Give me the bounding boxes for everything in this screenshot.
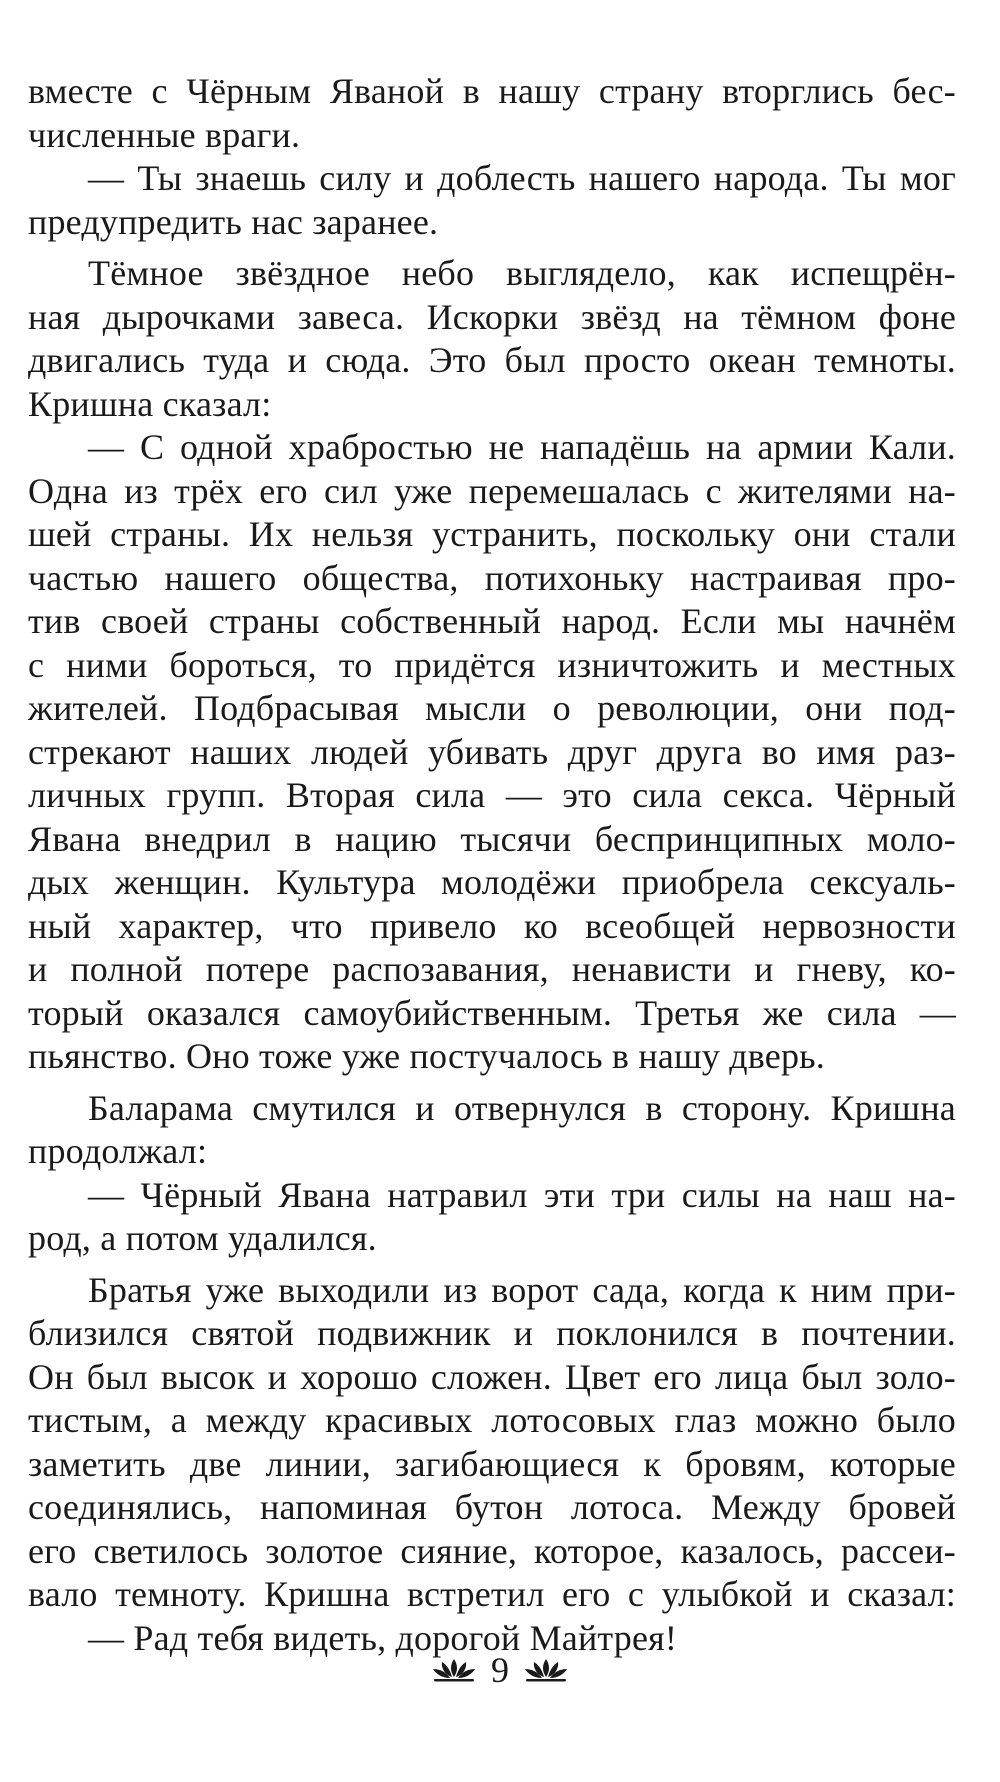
text-line: Явана внедрил в нацию тысячи беспринципных моло- bbox=[28, 818, 956, 859]
text-line: и полной потере распозавания, ненависти и гневу, ко- bbox=[28, 949, 956, 989]
text-line: заметить две линии, загибающиеся к бровям, которые bbox=[28, 1443, 956, 1484]
text-line: дых женщин. Культура молодёжи приобрела сексуаль- bbox=[28, 862, 956, 902]
text-line: стрекают наших людей убивать друг друга во имя раз- bbox=[28, 731, 956, 772]
text-line: тистым, а между красивых лотосовых глаз можно было bbox=[28, 1400, 956, 1440]
text-line: ный характер, что привело ко всеобщей нервозности bbox=[28, 905, 956, 946]
text-line: вместе с Чёрным Яваной в нашу страну вторглись бес- bbox=[28, 71, 956, 111]
text-line: продолжал: bbox=[28, 1131, 208, 1171]
text-line: — Чёрный Явана натравил эти три силы на наш на- bbox=[88, 1174, 956, 1215]
page-footer bbox=[0, 1645, 1000, 1695]
lotus-ornament-icon bbox=[431, 1655, 477, 1685]
text-line: торый оказался самоубийственным. Третья же сила — bbox=[28, 992, 956, 1033]
text-line: шей страны. Их нельзя устранить, поскольку они стали bbox=[28, 514, 956, 554]
text-line: жителей. Подбрасывая мысли о революции, они под- bbox=[28, 688, 956, 728]
text-line: ная дырочками завеса. Искорки звёзд на тёмном фоне bbox=[28, 296, 956, 337]
lotus-ornament-icon bbox=[523, 1655, 569, 1685]
text-line: предупредить нас заранее. bbox=[28, 201, 439, 242]
text-line: частью нашего общества, потихоньку настраивая про- bbox=[28, 557, 956, 598]
text-line: личных групп. Вторая сила — это сила секса. Чёрный bbox=[28, 775, 956, 815]
page-text bbox=[28, 70, 956, 1660]
text-line: пьянство. Оно тоже уже постучалось в нашу дверь. bbox=[28, 1036, 825, 1076]
text-line: Кришна сказал: bbox=[28, 383, 272, 424]
text-line: тив своей страны собственный народ. Если мы начнём bbox=[28, 601, 956, 641]
text-line: Он был высок и хорошо сложен. Цвет его лица был золо- bbox=[28, 1356, 956, 1397]
text-line: численные враги. bbox=[28, 114, 301, 155]
text-line: соединялись, напоминая бутон лотоса. Между бровей bbox=[28, 1487, 956, 1527]
text-line: его светилось золотое сияние, которое, казалось, рассеи- bbox=[28, 1530, 956, 1571]
text-line: с ними бороться, то придётся изничтожить и местных bbox=[28, 644, 956, 685]
text-line: — Рад тебя видеть, дорогой Майтрея! bbox=[88, 1617, 678, 1658]
text-line: род, а потом удалился. bbox=[28, 1218, 377, 1258]
text-line: — Ты знаешь силу и доблесть нашего народа. Ты мог bbox=[88, 158, 956, 198]
text-line: Баларама смутился и отвернулся в сторону. Кришна bbox=[88, 1087, 956, 1128]
text-line: Одна из трёх его сил уже перемешалась с жителями на- bbox=[28, 470, 956, 511]
text-line: Братья уже выходили из ворот сада, когда к ним при- bbox=[88, 1269, 956, 1310]
page-number: 9 bbox=[491, 1650, 509, 1690]
text-line: Тёмное звёздное небо выглядело, как испещрён- bbox=[88, 253, 956, 293]
text-line: — С одной храбростью не нападёшь на армии Кали. bbox=[88, 427, 956, 467]
text-line: двигались туда и сюда. Это был просто океан темноты. bbox=[28, 340, 956, 380]
text-line: вало темноту. Кришна встретил его с улыбкой и сказал: bbox=[28, 1574, 956, 1614]
text-line: близился святой подвижник и поклонился в почтении. bbox=[28, 1313, 956, 1353]
